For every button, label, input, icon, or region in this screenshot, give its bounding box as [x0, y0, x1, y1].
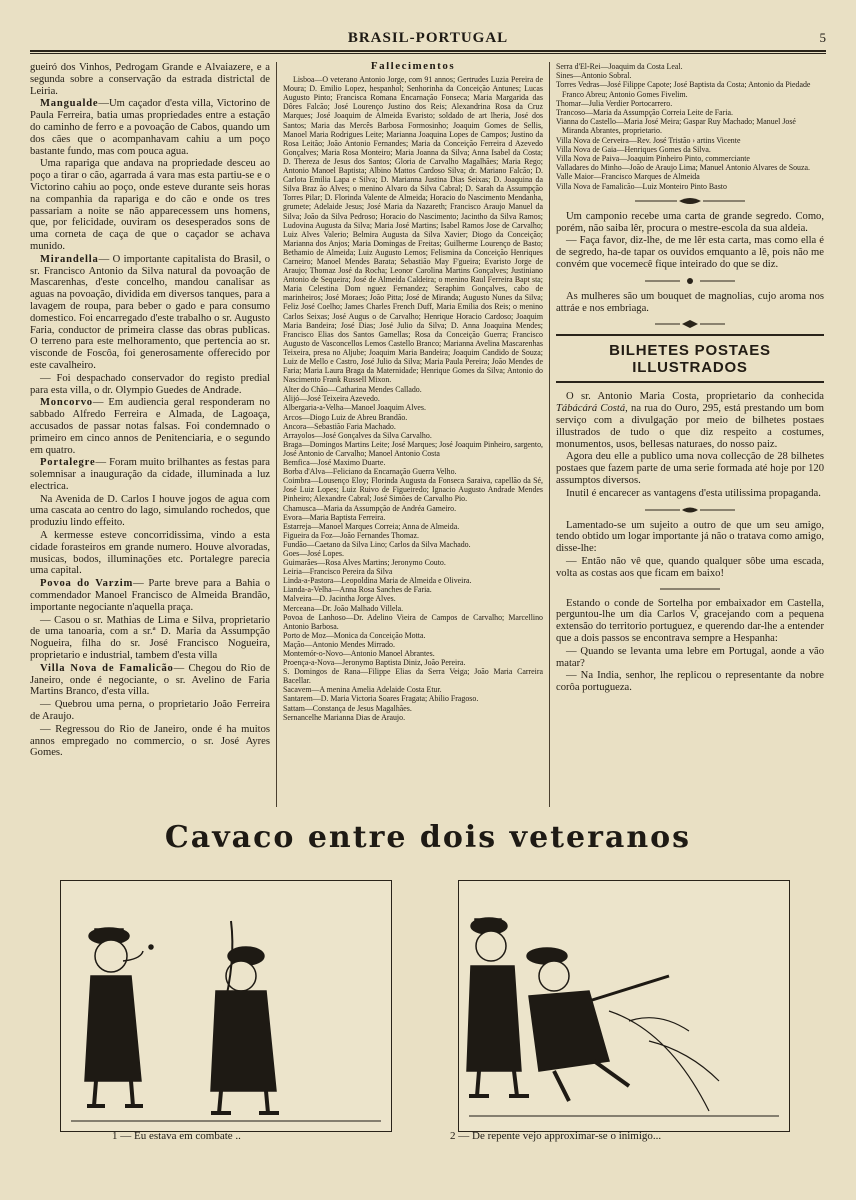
paragraph — [30, 254, 270, 372]
cartoon-title: Cavaco entre dois veteranos — [164, 820, 692, 855]
obituary-entry: Albergaria-a-Velha—Manoel Joaquim Alves. — [283, 403, 426, 413]
paragraph — [30, 397, 270, 456]
paragraph: — Quebrou uma perna, o proprietario João Ferreira de Araujo. — [30, 699, 270, 723]
obituary-entry: Leiria—Francisco Pereira da Silva — [283, 567, 393, 577]
ornament-divider — [556, 197, 824, 205]
obituary-entry: Figueira da Foz—João Fernandes Thomaz. — [283, 530, 419, 540]
obituary-entry: Villa Nova de Gaia—Henriques Gomes da Silva. — [556, 144, 711, 154]
place-heading: Povoa do Varzim — [40, 578, 134, 590]
paragraph: Inutil é encarecer as vantagens d'esta utilissima propaganda. — [566, 487, 821, 499]
obituary-entry: Sines—Antonio Sobral. — [556, 71, 632, 81]
cartoon-panel-2 — [458, 880, 790, 1132]
obituary-entry: Vianna do Castello—Maria José Meira; Gaspar Ruy Machado; Manuel José Miranda Abrantes, proprietario. — [556, 117, 796, 136]
obituary-entry: Villa Nova de Cerveira—Rev. José Tristão › artins Vicente — [556, 135, 741, 145]
paragraph: — Faça favor, diz-lhe, de me lêr esta carta, mas como ella é de segredo, ha-de tapar os ouvidos emquanto a lê, pois não me convém que vocemecê fique inteirado do que se diz. — [556, 235, 824, 271]
obituary-list-continued — [556, 62, 824, 191]
paragraph-text: — Parte breve para a Bahia o commendador Manoel Francisco de Almeida Brandão, importante negociante n'aquella praça. — [30, 578, 270, 613]
paragraph: Na Avenida de D. Carlos I houve jogos de agua com uma cascata ao centro do lago, simulando rochedos, que produziu lindo effeito. — [30, 493, 270, 529]
obituary-entry: Bemfica—José Maximo Duarte. — [283, 458, 386, 468]
obituary-entry: Ancora—Sebastião Faria Machado. — [283, 421, 396, 431]
obituary-entry: Villa Nova de Famalicão—Luiz Monteiro Pinto Basto — [556, 181, 727, 191]
paragraph-text: — Chegou do Rio de Janeiro, onde é negociante, o sr. Avelino de Faria Martins Branco, d'esta villa. — [30, 662, 270, 698]
obituary-entry: Torres Vedras—José Filippe Capote; José Baptista da Costa; Antonio da Piedade Franco Abreu; Antonio Gomes Fivelim. — [556, 80, 811, 99]
paragraph-text: —Um caçador d'esta villa, Victorino de Paula Ferreira, batia umas propriedades entre a estação do caminho de ferro e a povoação de Cabos, quando um dos cães que o acompanhavam cahiu a um poço bastante fundo, mas com pouca agua. — [30, 98, 270, 157]
obituary-entry: Arcos—Diogo Luiz de Abreu Brandão. — [283, 412, 408, 422]
brand-name: Tábácárá Costá — [556, 403, 626, 415]
ornament-divider — [556, 586, 824, 592]
paragraph-text: O sr. Antonio Maria Costa, proprietario da conhecida — [566, 391, 824, 403]
paragraph: Um camponio recebe uma carta de grande segredo. Como, porém, não saiba lêr, procura o mestre-escola da sua aldeia. — [556, 210, 824, 234]
page-header — [30, 28, 826, 52]
paragraph: Uma rapariga que andava na propriedade desceu ao poço a tirar o cão, agarrada á vara mas esta partiu-se e o Victorino cahiu ao poço, onde esteve durante seis horas na companhia da rapariga e do cão e onde os tres passariam a noite se não apparecessem uns homens, que, por felicidade, ouviram os desesperados sons de uma corneta de caça de que o caçador se achava munido. — [30, 158, 270, 252]
obituary-entry: Evora—Maria Baptista Ferreira. — [283, 512, 386, 522]
obituary-entry: Sattam—Constança de Jesus Magalhães. — [283, 703, 412, 713]
obituary-entry: Goes—José Lopes. — [283, 548, 344, 558]
paragraph: — Casou o sr. Mathias de Lima e Silva, proprietario de uma tanoaria, com a sr.ª D. Maria da Assumpção Nogueira, filha do sr. José Francisco Nogueira, proprietario e industrial, tambem d'esta villa — [30, 614, 270, 662]
column-divider — [276, 62, 277, 807]
obituary-entry: Estarreja—Manoel Marques Correia; Anna de Almeida. — [283, 521, 460, 531]
obituary-entry: Villa Nova de Paiva—Joaquim Pinheiro Pinto, commerciante — [556, 154, 750, 164]
paragraph: — Na India, senhor, lhe replicou o representante da nobre corôa portugueza. — [556, 670, 824, 694]
paragraph-text: , na rua do Ouro, 295, está prestando um bom serviço com a divulgação por meio de bilhetes postaes illustrados de tudo o que diz respeito a costumes, monumentos, usos, bellesas naturaes, do nosso paiz. — [556, 403, 824, 450]
paragraph: — Quando se levanta uma lebre em Portugal, aonde a vão matar? — [556, 645, 824, 669]
place-heading: Portalegre — [40, 457, 96, 469]
obituary-paragraph: Lisboa—O veterano Antonio Jorge, com 91 annos; Gertrudes Luzia Pereira de Moura; D. Emilio Lopez, hespanhol; Senhorinha da Conceição Antunes; Lucas Augusto Pinto; Francisca Romana Encarnação Fonseca; Maria Margarida das Dôres Falcão; José Lourenço Justino dos Reis; Alexandrina Rosa da Cruz Marques; José Joaquim de Almeida Evaristo; soldado de art lheria, José dos Santos; Maria das Mercês Barbosa Formosinho; Joaquim Gomes de Sellis, Manoel Maria Rodrigues Leite; Marianna Joaquina Lopes de Campos; Justino da Rosa Leitão; João Antonio Fernandes; Maria da Conceição Ferreira d Azevedo Gonçalves; Maria Rosa Monteiro; Maria Joanna da Silva; Anna Isabel da Costa; D. Thereza de Jesus dos Santos; Gloria de Carvalho Magalhães; Maria Rego; Antonio Manoel Baptista; Albino Mattos Cardoso Silva; dr. Mariano Falcão; D. Carlota Emilia Lapa e Silva; D. Marianna Justina Dias Seixas; D. Joaquina da Silva Braz ão Alves; o menino Alvaro da Silva Cabral; D. Sarah da Assumpção Torres Pilar; D. Florinda Valente de Almeida; Horacio do Nascimento Mendanha, grumete; Adelaide Jesus; José Maria da Nazareth; Francisco Araujo Manuel da Silva; João da Silva Pedroso; Horacio do Nascimento; Jacintho da Silva Ramos; Ludovina Augusta da Silva; Maria José Martins; Isabel Ramos Jose de Carvalho; Luiz Alves Valerio; Belmira Augusta da Silva Xavier; Diogo da Conceição; Marianna dos Anjos; Maria Domingas de Freitas; Guilherme Lourenço de Basto; Bethamio de Almeida; Luiz Augusto Lemos; Felismina da Conceição Henriques Carneiro; Manoel Mendes Barata; Sebastião May F'gueira; Evaristo Jorge de Araujo; Thomaz José da Rocha; Leonor Carolina Martins Gonçalves; Justiniano Antonio de Sequeira; José de Almeida Caldeira; o menino Raul Ferreira Bapt sta; Maria Celestina Dom nguez Fernandez; Seraphim Gonçalves, cabo de marinheiros; José Moraes; João Pitta; José de Miranda; Augusto Nunes da Silva; Feliz José Coelho; James Charles French Duff, Maria Emilia dos Reis; o menino Carlos Seixas; José Augus o de Carvalho; Henrique Horacio Cardoso; Joaquim Maria Bandeira; José Dias; José Julio da Silva; D. Anna Joaquina Mendes; Francisco Elias dos Santos Gamellas; Rosa da Conceição Guerra; Francisco Augusto de Vasconcellos Lemos Castello Branco; Marianna Avelina Mascarenhas Teixeira, presa no Aljube; Joaquim Maria Bandeira; Joaquim Candido de Souza; Luiz de Mello e Castro, José Julio da Silva; Maria Paula Pereira; João Mendes de Faria; Maria Laura Braga da Maternidade; Henrique Gomes da Silva; Antonio do Nascimento Frank Russell Mixon. — [283, 75, 543, 385]
obituary-entry: Fundão—Caetano da Silva Lino; Carlos da Silva Machado. — [283, 539, 471, 549]
paragraph — [30, 457, 270, 492]
obituary-entry: Valle Maior—Francisco Marques de Almeida — [556, 172, 700, 182]
column-obituaries — [283, 62, 543, 807]
obituary-entry: Valladares do Minho—João de Araujo Lima; Manuel Antonio Alvares de Souza. — [556, 163, 810, 173]
section-title: Fallecimentos — [370, 62, 456, 72]
obituary-entry: Povoa de Lanhoso—Dr. Adelino Vieira de Campos de Carvalho; Marcellino Antonio Barbosa. — [283, 612, 543, 631]
masthead-title: BRASIL-PORTUGAL — [347, 30, 509, 46]
header-rule — [30, 53, 826, 54]
paragraph-text: — O importante capitalista do Brasil, o sr. Francisco Antonio da Silva natural da povoação de Mascarenhas, d'este concelho, mandou canalisar as aguas na povoação, dividida em diversos tanques, para a lavagem de roupa, para beber o gado e para consumo domestico. Foi encarregado d'este trabalho o sr. Augusto Faria, conductor de primeira classe das obras publicas. O terreno para este melhoramento, que pertencia ao sr. visconde de Foscôa, foi generosamente offerecido por este cavalheiro. — [30, 253, 270, 371]
obituary-entry: Malveira—D. Jacintha Jorge Alves. — [283, 594, 396, 604]
paragraph: Estando o conde de Sortelha por embaixador em Castella, perguntou-lhe um dia Carlos V, gracejando com a pequena extensão do territorio portuguez, e querendo dar-lhe a entender que a dois passos se encontrava sempre a Hespanha: — [556, 597, 824, 644]
paragraph: A kermesse esteve concorridissima, vindo a esta cidade forasteiros em grande numero. Houve alvoradas, musicas, bodos, illuminações etc. Portalegre parecia uma capital. — [30, 530, 270, 577]
obituary-entry: Lianda-a-Velha—Anna Rosa Sanches de Faria. — [283, 585, 432, 595]
anecdote — [556, 598, 824, 694]
paragraph: — Então não vê que, quando qualquer sôbe uma escada, volta as costas aos que ficam em baixo! — [556, 555, 824, 579]
obituary-entry: Braga—Domingos Martins Leite; José Marques; José Joaquim Pinheiro, sargento, José Antonio de Carvalho; Manoel Antonio Costa — [283, 439, 543, 458]
cartoon-caption-2: 2 — De repente vejo approximar-se o inimigo... — [450, 1130, 662, 1142]
obituary-entry: Alter do Chão—Catharina Mendes Callado. — [283, 385, 422, 395]
page-number: 5 — [819, 30, 826, 45]
obituary-entry: Trancoso—Maria da Assumpção Correia Leite de Faria. — [556, 108, 733, 118]
place-heading: Mangualde — [40, 98, 99, 110]
obituary-entry: Proença-a-Nova—Jeronymo Baptista Diniz, João Pereira. — [283, 658, 466, 668]
anecdote — [556, 520, 824, 580]
obituary-entry: Santarem—D. Maria Victoria Soares Fragata; Abilio Fragoso. — [283, 694, 479, 704]
place-heading: Moncorvo — [40, 397, 93, 409]
anecdote — [556, 211, 824, 271]
obituary-entry: Guimarães—Rosa Alves Martins; Jeronymo Couto. — [283, 558, 446, 568]
paragraph-text: — Em audiencia geral responderam no sabbado Alfredo Ferreira e Almada, de Lagoaça, accusados de passar notas falsas. Foi condemnado o primeiro em cinco annos de Penitenciaria, e o segundo em quatro. — [30, 397, 270, 456]
paragraph — [30, 98, 270, 157]
column-news — [30, 62, 270, 807]
paragraph-text: — Foram muito brilhantes as festas para solemnisar a inauguração da cidade, illuminada a luz electrica. — [30, 457, 270, 492]
paragraph: gueiró dos Vinhos, Pedrogam Grande e Alvaiazere, e a segunda sobre a conservação da estrada districtal de Leiria. — [30, 62, 270, 97]
postcards-article — [556, 391, 824, 499]
cartoon-caption-1: 1 — Eu estava em combate .. — [112, 1130, 241, 1142]
column-misc — [556, 62, 824, 807]
place-heading: Villa Nova de Famalicão — [40, 662, 174, 674]
cartoon-illustration-1 — [61, 881, 391, 1131]
ornament-divider — [556, 320, 824, 328]
obituary-entry: Merceana—Dr. João Malhado Villela. — [283, 603, 404, 613]
obituary-entry: Alijó—José Teixeira Azevedo. — [283, 394, 380, 404]
obituary-list — [283, 385, 543, 721]
obituary-entry: Linda-a-Pastora—Leopoldina Maria de Almeida e Oliveira. — [283, 576, 472, 586]
paragraph: Lamentado-se um sujeito a outro de que um seu amigo, tendo obtido um logar importante já não o tratava como amigo, disse-lhe: — [556, 519, 824, 555]
paragraph — [30, 578, 270, 613]
paragraph — [30, 663, 270, 698]
saying — [556, 291, 824, 315]
obituary-entry: Serra d'El-Rei—Joaquim da Costa Leal. — [556, 62, 683, 71]
obituary-entry: Sacavem—A menina Amelia Adelaide Costa Etur. — [283, 685, 442, 695]
paragraph — [556, 391, 824, 450]
cartoon-panel-1 — [60, 880, 392, 1132]
paragraph: Agora deu elle a publico uma nova collecção de 28 bilhetes postaes que fazem parte de uma serie formada até hoje por 120 assumptos diversos. — [556, 451, 824, 486]
obituary-entry: Thomar—Julia Verdier Portocarrero. — [556, 98, 673, 108]
ornament-divider — [556, 277, 824, 285]
obituary-entry: Porto de Moz—Monica da Conceição Motta. — [283, 630, 426, 640]
place-heading: Mirandella — [40, 253, 99, 265]
obituary-entry: Mação—Antonio Mendes Mirrado. — [283, 639, 395, 649]
obituary-entry: Sernancelhe Marianna Dias de Araujo. — [283, 712, 406, 722]
obituary-entry: Chamusca—Maria da Assumpção de Andréa Gameiro. — [283, 503, 457, 513]
ornament-divider — [556, 506, 824, 514]
obituary-entry: Borba d'Alva—Feliciano da Encarnação Guerra Velho. — [283, 467, 457, 477]
paragraph: — Foi despachado conservador do registo predial para esta villa, o dr. Olympio Guedes de Andrade. — [30, 372, 270, 396]
obituary-entry: Montemór-o-Novo—Antonio Manoel Abrantes. — [283, 649, 435, 658]
obituary-entry: Coimbra—Lousenço Eloy; Florinda Augusta da Fonseca Saraiva, capellão da Sé, José Luiz Lopes; Luiz Ruivo de Figueiredo; Ignacio Augusto Andrade Mendes Pinheiro; Alexandre Cabral; José Simões de Carvalho Pio. — [283, 476, 543, 504]
paragraph: As mulheres são um bouquet de magnolias, cujo aroma nos attráe e nos embriaga. — [556, 290, 824, 314]
postcards-heading: BILHETES POSTAES ILLUSTRADOS — [556, 334, 824, 383]
column-divider — [549, 62, 550, 807]
obituary-entry: Arrayolos—José Gonçalves da Silva Carvalho. — [283, 430, 432, 440]
cartoon-illustration-2 — [459, 881, 789, 1131]
obituary-entry: S. Domingos de Rana—Filippe Elias da Serra Veiga; João Maria Carreira Bacellar. — [283, 667, 543, 686]
paragraph: — Regressou do Rio de Janeiro, onde é ha muitos annos empregado no commercio, o sr. José Ayres Gomes. — [30, 723, 270, 759]
